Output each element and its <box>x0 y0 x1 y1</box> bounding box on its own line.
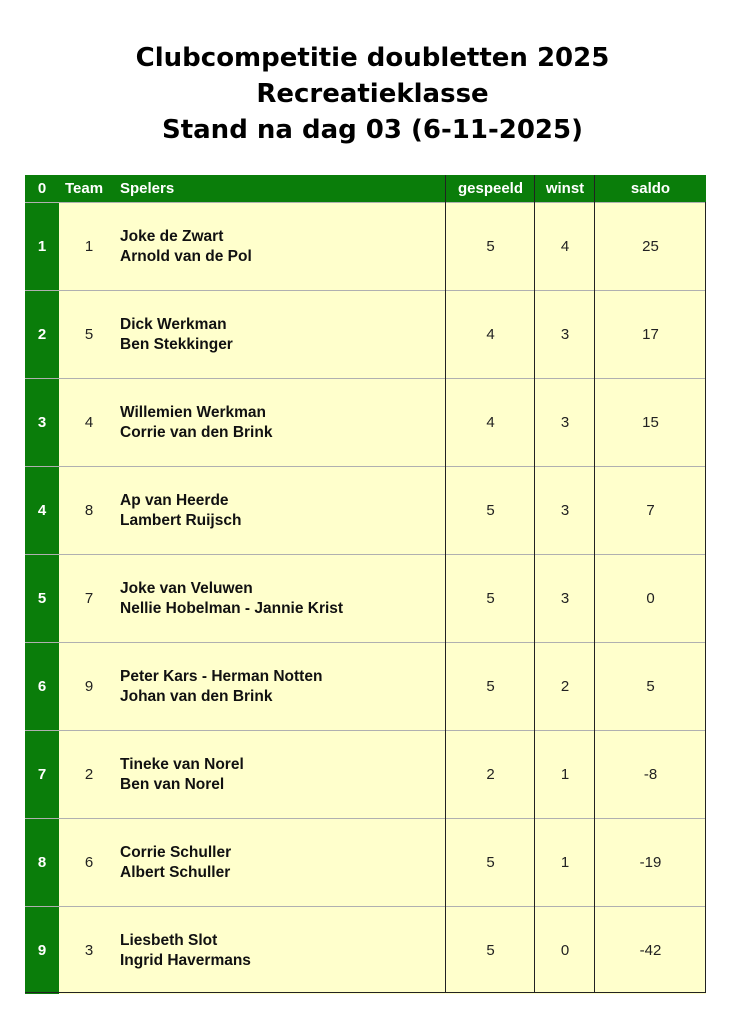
played-cell: 5 <box>486 238 495 255</box>
table-row <box>25 378 706 466</box>
players-cell <box>119 643 446 730</box>
played-cell: 4 <box>486 326 495 343</box>
table-row <box>25 730 706 818</box>
standings-table <box>25 175 706 993</box>
title-standing-date: Stand na dag 03 (6-11-2025) <box>161 115 583 145</box>
player-two-name: Lambert Ruijsch <box>120 511 242 529</box>
player-one-name: Ap van Heerde <box>120 491 229 509</box>
rank-cell: 9 <box>25 907 59 994</box>
players-cell <box>119 379 446 466</box>
header-players: Spelers <box>120 180 175 197</box>
player-one-name: Dick Werkman <box>120 315 227 333</box>
players-cell <box>119 819 446 906</box>
played-cell: 5 <box>486 942 495 959</box>
table-row <box>25 554 706 642</box>
table-row <box>25 906 706 994</box>
table-row <box>25 642 706 730</box>
player-two-name: Arnold van de Pol <box>120 247 252 265</box>
table-border-right <box>705 202 706 993</box>
header-played: gespeeld <box>457 180 524 197</box>
column-divider <box>534 175 535 993</box>
wins-cell: 3 <box>560 326 570 343</box>
player-one-name: Liesbeth Slot <box>120 931 218 949</box>
wins-cell: 3 <box>560 590 570 607</box>
played-cell: 5 <box>486 854 495 871</box>
saldo-cell: 15 <box>642 414 659 431</box>
saldo-cell: 25 <box>642 238 659 255</box>
played-cell: 5 <box>486 590 495 607</box>
team-number-cell: 4 <box>84 414 94 431</box>
played-cell: 2 <box>486 766 495 783</box>
wins-cell: 1 <box>560 854 570 871</box>
table-row <box>25 202 706 290</box>
rank-cell: 2 <box>25 291 59 378</box>
team-number-cell: 8 <box>84 502 94 519</box>
saldo-cell: 7 <box>646 502 655 519</box>
players-cell <box>119 203 446 290</box>
player-two-name: Albert Schuller <box>120 863 231 881</box>
player-two-name: Ben van Norel <box>120 775 225 793</box>
table-header-row <box>25 175 706 202</box>
column-divider <box>445 175 446 993</box>
player-one-name: Willemien Werkman <box>120 403 267 421</box>
title-competition: Clubcompetitie doubletten 2025 <box>135 43 610 73</box>
header-team: Team <box>65 180 104 197</box>
rank-cell: 3 <box>25 379 59 466</box>
title-class: Recreatieklasse <box>256 79 489 109</box>
wins-cell: 3 <box>560 502 570 519</box>
team-number-cell: 1 <box>84 238 94 255</box>
players-cell <box>119 907 446 994</box>
played-cell: 5 <box>486 678 495 695</box>
saldo-cell: -19 <box>639 854 662 871</box>
wins-cell: 2 <box>560 678 570 695</box>
wins-cell: 1 <box>560 766 570 783</box>
saldo-cell: -42 <box>639 942 662 959</box>
player-one-name: Joke van Veluwen <box>120 579 253 597</box>
player-two-name: Johan van den Brink <box>120 687 273 705</box>
header-saldo: saldo <box>630 180 671 197</box>
wins-cell: 0 <box>560 942 570 959</box>
rank-cell: 8 <box>25 819 59 906</box>
saldo-cell: 5 <box>646 678 655 695</box>
player-two-name: Nellie Hobelman - Jannie Krist <box>120 599 344 617</box>
played-cell: 5 <box>486 502 495 519</box>
team-number-cell: 3 <box>84 942 94 959</box>
column-divider <box>594 175 595 993</box>
saldo-cell: 0 <box>646 590 655 607</box>
table-row <box>25 818 706 906</box>
team-number-cell: 2 <box>84 766 94 783</box>
rank-cell: 1 <box>25 203 59 290</box>
saldo-cell: -8 <box>643 766 658 783</box>
player-two-name: Ben Stekkinger <box>120 335 233 353</box>
header-rank: 0 <box>37 180 47 197</box>
rank-cell: 6 <box>25 643 59 730</box>
players-cell <box>119 731 446 818</box>
team-number-cell: 7 <box>84 590 94 607</box>
wins-cell: 3 <box>560 414 570 431</box>
player-two-name: Ingrid Havermans <box>120 951 251 969</box>
team-number-cell: 5 <box>84 326 94 343</box>
page-title <box>0 40 745 148</box>
players-cell <box>119 291 446 378</box>
header-wins: winst <box>545 180 585 197</box>
table-row <box>25 466 706 554</box>
saldo-cell: 17 <box>642 326 659 343</box>
team-number-cell: 9 <box>84 678 94 695</box>
rank-cell: 5 <box>25 555 59 642</box>
team-number-cell: 6 <box>84 854 94 871</box>
player-one-name: Tineke van Norel <box>120 755 244 773</box>
table-row <box>25 290 706 378</box>
rank-cell: 4 <box>25 467 59 554</box>
table-border-bottom <box>25 992 706 993</box>
player-one-name: Peter Kars - Herman Notten <box>120 667 323 685</box>
player-one-name: Joke de Zwart <box>120 227 224 245</box>
rank-cell: 7 <box>25 731 59 818</box>
played-cell: 4 <box>486 414 495 431</box>
wins-cell: 4 <box>560 238 570 255</box>
player-two-name: Corrie van den Brink <box>120 423 273 441</box>
player-one-name: Corrie Schuller <box>120 843 232 861</box>
players-cell <box>119 467 446 554</box>
players-cell <box>119 555 446 642</box>
